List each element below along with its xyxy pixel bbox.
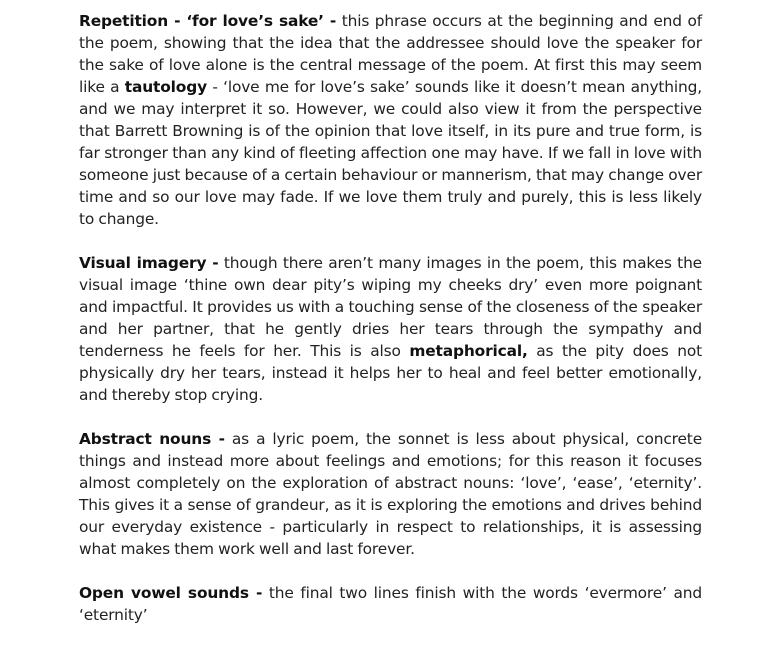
paragraph-text: though there aren’t many images in the poem, this makes the visual image ‘thine own dear pity’s wiping my cheeks dry’ even more poignant and impactful. It provides us with a touching sense of the closeness of the speaker and her partner, that he gently dries her tears through the sympathy and tenderness he feels for her. This is also — [79, 254, 702, 360]
key-term: tautology — [124, 78, 207, 96]
paragraph-text: the final two lines finish with the words ‘evermore’ and ‘eternity’ — [79, 584, 702, 624]
paragraph-heading: Repetition - ‘for love’s sake’ - — [79, 12, 337, 30]
paragraph-text: this phrase occurs at the beginning and end of the poem, showing that the idea that the addressee should love the speaker for the sake of love alone is the central message of the poem. At first this may seem like a — [79, 12, 703, 96]
paragraph-text: - ‘love me for love’s sake’ sounds like it doesn’t mean anything, and we may interpret it so. However, we could also view it from the perspective that Barrett Browning is of the opinion that love itself, in its pure and true form, is far stronger than any kind of fleeting affection one may have. If we fall in love with someone just because of a certain behaviour or mannerism, that may change over time and so our love may fade. If we love them truly and purely, this is less likely to change. — [79, 78, 702, 228]
paragraph-heading: Visual imagery - — [79, 254, 219, 272]
document-page — [79, 10, 702, 648]
paragraph-heading: Open vowel sounds - — [79, 584, 263, 602]
paragraph-open-vowel-sounds — [79, 582, 702, 626]
key-term: metaphorical, — [409, 342, 528, 360]
paragraph-abstract-nouns — [79, 428, 702, 560]
paragraph-repetition — [79, 10, 702, 230]
paragraph-text: as a lyric poem, the sonnet is less about physical, concrete things and instead more about feelings and emotions; for this reason it focuses almost completely on the exploration of abstract nouns: ‘love’, ‘ease’, ‘eternity’. This gives it a sense of grandeur, as it is exploring the emotions and drives behind our everyday existence - particularly in respect to relationships, it is assessing what makes them work well and last forever. — [79, 430, 703, 558]
paragraph-visual-imagery — [79, 252, 702, 406]
paragraph-text: as the pity does not physically dry her tears, instead it helps her to heal and feel better emotionally, and thereby stop crying. — [79, 342, 702, 404]
paragraph-heading: Abstract nouns - — [79, 430, 225, 448]
